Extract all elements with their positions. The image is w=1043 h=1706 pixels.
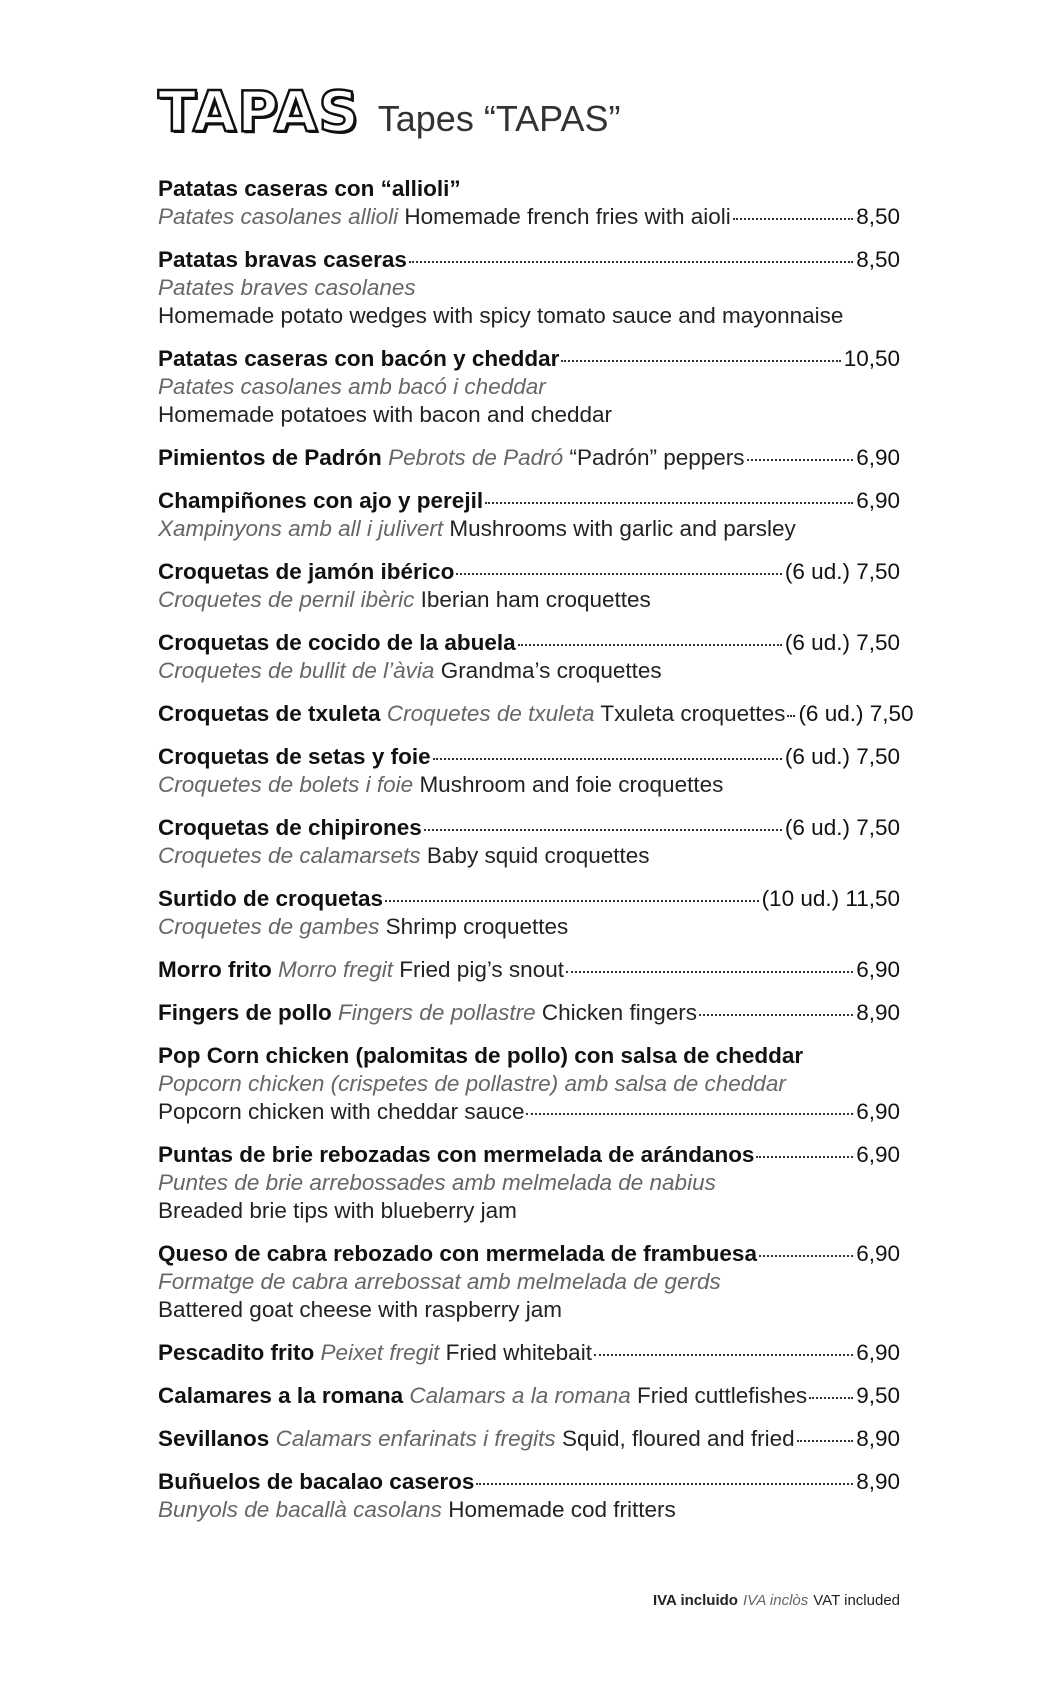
menu-item (158, 444, 900, 472)
dish-english-name: Homemade french fries with aioli (404, 204, 731, 229)
dot-leader (409, 261, 853, 263)
dot-leader (561, 360, 840, 362)
dish-price: 6,90 (856, 1099, 900, 1124)
dot-leader (699, 1014, 853, 1016)
dish-spanish-name: Pescadito frito (158, 1340, 315, 1365)
menu-item (158, 1240, 900, 1324)
dish-price: (6 ud.) 7,50 (784, 630, 900, 655)
subtitle-english: “TAPAS” (483, 98, 621, 139)
dish-catalan-name: Popcorn chicken (crispetes de pollastre) amb salsa de cheddar (158, 1071, 786, 1096)
menu-item-line (158, 246, 900, 274)
menu-item-line (158, 1268, 900, 1296)
dish-catalan-name: Croquetes de bullit de l’àvia (158, 658, 435, 683)
menu-header (158, 80, 900, 157)
dish-spanish-name: Calamares a la romana (158, 1383, 404, 1408)
menu-item-line (158, 1141, 900, 1169)
dish-english-name: Popcorn chicken with cheddar sauce (158, 1099, 525, 1124)
menu-item (158, 1425, 900, 1453)
dot-leader (456, 573, 782, 575)
dish-spanish-name: Croquetas de chipirones (158, 815, 422, 840)
dish-price: (10 ud.) 11,50 (761, 886, 900, 911)
menu-item-line (158, 913, 900, 941)
dish-price: 6,90 (856, 957, 900, 982)
dish-price: 8,90 (856, 1426, 900, 1451)
menu-item-line (158, 1098, 900, 1126)
dot-leader (526, 1113, 853, 1115)
dish-english-name: Mushrooms with garlic and parsley (449, 516, 796, 541)
dish-catalan-name: Bunyols de bacallà casolans (158, 1497, 442, 1522)
dish-catalan-name: Croquetes de pernil ibèric (158, 587, 415, 612)
vat-note (653, 1592, 900, 1609)
menu-item-line (158, 629, 900, 657)
dish-english-name: Iberian ham croquettes (420, 587, 651, 612)
dish-spanish-name: Champiñones con ajo y perejil (158, 488, 484, 513)
menu-items-list (158, 175, 914, 1524)
dish-catalan-name: Peixet fregit (320, 1340, 440, 1365)
menu-item-line (158, 345, 900, 373)
vat-note-english: VAT included (813, 1592, 900, 1609)
dish-english-name: Battered goat cheese with raspberry jam (158, 1297, 562, 1322)
tapas-logo: TAPAS (158, 80, 360, 145)
dish-catalan-name: Croquetes de gambes (158, 914, 380, 939)
menu-item-line (158, 558, 900, 586)
dish-english-name: Txuleta croquettes (600, 701, 786, 726)
dish-catalan-name: Patates casolanes allioli (158, 204, 399, 229)
menu-item (158, 956, 900, 984)
dish-catalan-name: Formatge de cabra arrebossat amb melmelada de gerds (158, 1269, 721, 1294)
dot-leader (566, 971, 853, 973)
section-subtitle (377, 98, 621, 139)
menu-item (158, 1141, 900, 1225)
dish-price: 6,90 (856, 1241, 900, 1266)
dish-price: 10,50 (843, 346, 900, 371)
dish-price: (6 ud.) 7,50 (784, 815, 900, 840)
dish-price: 8,50 (856, 247, 900, 272)
dish-spanish-name: Queso de cabra rebozado con mermelada de frambuesa (158, 1241, 757, 1266)
dish-spanish-name: Croquetas de cocido de la abuela (158, 630, 516, 655)
dot-leader (759, 1255, 853, 1257)
dot-leader (756, 1156, 853, 1158)
menu-item-line (158, 1468, 900, 1496)
menu-item-line (158, 1425, 900, 1453)
dish-catalan-name: Calamars enfarinats i fregits (275, 1426, 556, 1451)
menu-page (158, 80, 914, 1524)
dot-leader (433, 758, 782, 760)
dish-catalan-name: Patates braves casolanes (158, 275, 416, 300)
menu-item (158, 246, 900, 330)
menu-item-line (158, 1296, 900, 1324)
dot-leader (797, 1440, 854, 1442)
menu-item-line (158, 175, 900, 203)
dish-catalan-name: Croquetes de bolets i foie (158, 772, 414, 797)
dish-spanish-name: Pop Corn chicken (palomitas de pollo) con salsa de cheddar (158, 1043, 804, 1068)
menu-item-line (158, 444, 900, 472)
menu-item (158, 1339, 900, 1367)
dish-english-name: “Padrón” peppers (569, 445, 745, 470)
dish-price: 9,50 (856, 1383, 900, 1408)
menu-item (158, 1042, 900, 1126)
dish-english-name: Shrimp croquettes (385, 914, 569, 939)
menu-item-line (158, 700, 914, 728)
menu-item-line (158, 1197, 900, 1225)
dot-leader (485, 502, 853, 504)
menu-item-line (158, 1042, 900, 1070)
menu-item (158, 629, 900, 685)
dish-spanish-name: Croquetas de txuleta (158, 701, 381, 726)
dot-leader (594, 1354, 853, 1356)
menu-item-line (158, 956, 900, 984)
dish-catalan-name: Morro fregit (278, 957, 394, 982)
dish-price: 6,90 (856, 1340, 900, 1365)
vat-note-catalan: IVA inclòs (742, 1592, 809, 1609)
menu-item (158, 700, 914, 728)
dish-spanish-name: Buñuelos de bacalao caseros (158, 1469, 475, 1494)
dish-catalan-name: Calamars a la romana (409, 1383, 631, 1408)
menu-item (158, 558, 900, 614)
dish-price: 6,90 (856, 488, 900, 513)
dish-english-name: Chicken fingers (541, 1000, 697, 1025)
dish-english-name: Homemade potato wedges with spicy tomato sauce and mayonnaise (158, 303, 844, 328)
menu-item-line (158, 586, 900, 614)
dish-price: (6 ud.) 7,50 (784, 744, 900, 769)
dish-catalan-name: Pebrots de Padró (388, 445, 564, 470)
dish-english-name: Fried pig’s snout (399, 957, 564, 982)
dish-price: (6 ud.) 7,50 (798, 701, 914, 726)
menu-item (158, 1382, 900, 1410)
menu-item-line (158, 743, 900, 771)
dish-english-name: Baby squid croquettes (426, 843, 650, 868)
dish-english-name: Fried cuttlefishes (637, 1383, 808, 1408)
dish-price: 8,90 (856, 1000, 900, 1025)
menu-item-line (158, 515, 900, 543)
menu-item (158, 175, 900, 231)
dish-price: 8,90 (856, 1469, 900, 1494)
dot-leader (809, 1397, 853, 1399)
dish-catalan-name: Fingers de pollastre (338, 1000, 536, 1025)
menu-item-line (158, 1240, 900, 1268)
menu-item-line (158, 274, 900, 302)
dish-english-name: Breaded brie tips with blueberry jam (158, 1198, 517, 1223)
menu-item (158, 345, 900, 429)
menu-item-line (158, 842, 900, 870)
menu-item-line (158, 1169, 900, 1197)
menu-item (158, 885, 900, 941)
dish-spanish-name: Pimientos de Padrón (158, 445, 382, 470)
menu-item-line (158, 1496, 900, 1524)
dot-leader (476, 1483, 853, 1485)
dish-spanish-name: Fingers de pollo (158, 1000, 332, 1025)
dish-spanish-name: Surtido de croquetas (158, 886, 384, 911)
subtitle-catalan: Tapes (377, 98, 474, 139)
dish-spanish-name: Croquetas de jamón ibérico (158, 559, 455, 584)
menu-item (158, 814, 900, 870)
menu-item-line (158, 1070, 900, 1098)
dish-catalan-name: Puntes de brie arrebossades amb melmelada de nabius (158, 1170, 716, 1195)
menu-item (158, 1468, 900, 1524)
dish-price: 6,90 (856, 445, 900, 470)
vat-note-spanish: IVA incluido (652, 1592, 738, 1609)
dish-spanish-name: Patatas bravas caseras (158, 247, 407, 272)
dish-catalan-name: Croquetes de txuleta (386, 701, 595, 726)
dish-english-name: Mushroom and foie croquettes (419, 772, 724, 797)
dot-leader (518, 644, 782, 646)
menu-item-line (158, 999, 900, 1027)
dish-price: (6 ud.) 7,50 (784, 559, 900, 584)
menu-item-line (158, 814, 900, 842)
menu-item-line (158, 1339, 900, 1367)
menu-item (158, 487, 900, 543)
dish-english-name: Fried whitebait (445, 1340, 592, 1365)
dot-leader (787, 715, 795, 717)
menu-item-line (158, 302, 900, 330)
dish-catalan-name: Croquetes de calamarsets (158, 843, 421, 868)
menu-item (158, 743, 900, 799)
menu-item-line (158, 401, 900, 429)
dot-leader (733, 218, 853, 220)
dot-leader (424, 829, 782, 831)
dot-leader (385, 900, 759, 902)
dish-price: 8,50 (856, 204, 900, 229)
dish-spanish-name: Morro frito (158, 957, 272, 982)
dish-english-name: Homemade potatoes with bacon and cheddar (158, 402, 613, 427)
dish-english-name: Homemade cod fritters (448, 1497, 676, 1522)
dish-catalan-name: Patates casolanes amb bacó i cheddar (158, 374, 546, 399)
dish-spanish-name: Puntas de brie rebozadas con mermelada de arándanos (158, 1142, 755, 1167)
dish-english-name: Squid, floured and fried (561, 1426, 795, 1451)
menu-item-line (158, 771, 900, 799)
dish-catalan-name: Xampinyons amb all i julivert (158, 516, 444, 541)
menu-item-line (158, 657, 900, 685)
dish-spanish-name: Sevillanos (158, 1426, 270, 1451)
dot-leader (747, 459, 854, 461)
menu-item (158, 999, 900, 1027)
menu-item-line (158, 1382, 900, 1410)
dish-price: 6,90 (856, 1142, 900, 1167)
menu-item-line (158, 203, 900, 231)
dish-english-name: Grandma’s croquettes (440, 658, 662, 683)
dish-spanish-name: Patatas caseras con “allioli” (158, 176, 461, 201)
menu-item-line (158, 885, 900, 913)
menu-item-line (158, 487, 900, 515)
dish-spanish-name: Patatas caseras con bacón y cheddar (158, 346, 560, 371)
menu-item-line (158, 373, 900, 401)
dish-spanish-name: Croquetas de setas y foie (158, 744, 431, 769)
